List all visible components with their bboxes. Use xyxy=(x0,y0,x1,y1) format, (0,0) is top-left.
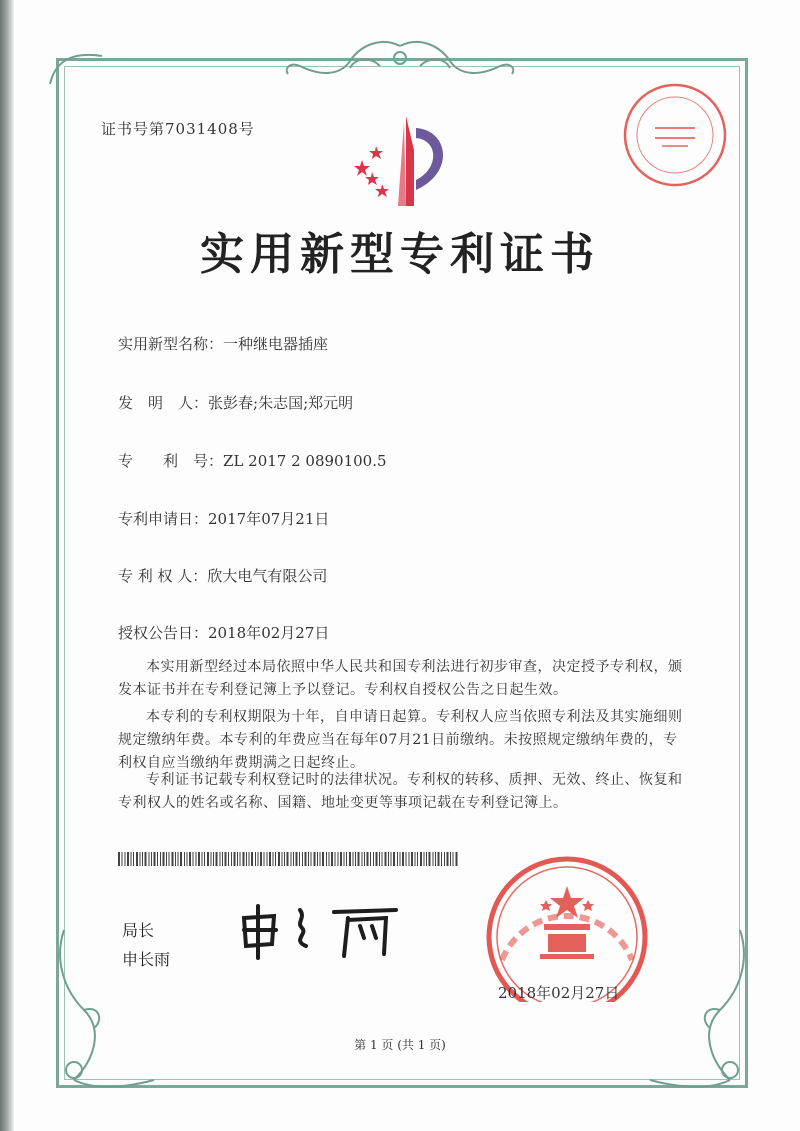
scan-edge xyxy=(0,0,14,1131)
certificate-title: 实用新型专利证书 xyxy=(200,229,600,280)
field-label: 实用新型名称： xyxy=(118,335,224,353)
field-label: 发 明 人： xyxy=(118,394,209,412)
certificate-number: 证书号第7031408号 xyxy=(101,120,255,138)
barcode xyxy=(118,852,458,866)
field-value: 2018年02月27日 xyxy=(208,624,330,642)
top-ornament xyxy=(280,36,520,86)
tax-stamp-seal xyxy=(620,80,730,190)
body-paragraph: 本实用新型经过本局依照中华人民共和国专利法进行初步审查，决定授予专利权，颁发本证书并在专利登记簿上予以登记。专利权自授权公告之日起生效。 xyxy=(118,659,683,698)
field-patent-number xyxy=(118,450,387,471)
page-footer: 第 1 页 (共 1 页) xyxy=(354,1038,446,1052)
body-paragraph: 本专利的专利权期限为十年，自申请日起算。专利权人应当依照专利法及其实施细则规定缴纳年费。本专利的年费应当在每年07月21日前缴纳。未按照规定缴纳年费的，专利权自应当缴纳年费期满之日起终止。 xyxy=(118,709,683,771)
field-value: 一种继电器插座 xyxy=(223,335,329,353)
top-left-corner-ornament xyxy=(46,48,106,88)
director-name: 申长雨 xyxy=(122,950,171,969)
field-label: 专利申请日： xyxy=(118,510,209,528)
body-paragraph: 专利证书记载专利权登记时的法律状况。专利权的转移、质押、无效、终止、恢复和专利权人的姓名或名称、国籍、地址变更等事项记载在专利登记簿上。 xyxy=(118,772,683,811)
director-title: 局长 xyxy=(122,921,155,940)
field-value: ZL 2017 2 0890100.5 xyxy=(223,452,387,470)
field-grant-date xyxy=(118,622,329,643)
national-ip-office-seal xyxy=(472,842,662,1002)
field-label: 专 利 号： xyxy=(118,452,224,470)
director-signature xyxy=(236,900,416,960)
field-utility-model-name xyxy=(118,333,328,354)
field-patentee xyxy=(118,565,327,586)
seal-date: 2018年02月27日 xyxy=(498,984,620,1002)
patent-office-emblem-icon xyxy=(344,110,468,210)
field-label: 授权公告日： xyxy=(118,624,209,642)
field-application-date xyxy=(118,508,329,529)
field-label: 专 利 权 人： xyxy=(118,567,208,585)
field-value: 张彭春;朱志国;郑元明 xyxy=(208,394,354,412)
field-inventors xyxy=(118,392,353,413)
field-value: 欣大电气有限公司 xyxy=(207,567,328,585)
field-value: 2017年07月21日 xyxy=(208,510,330,528)
